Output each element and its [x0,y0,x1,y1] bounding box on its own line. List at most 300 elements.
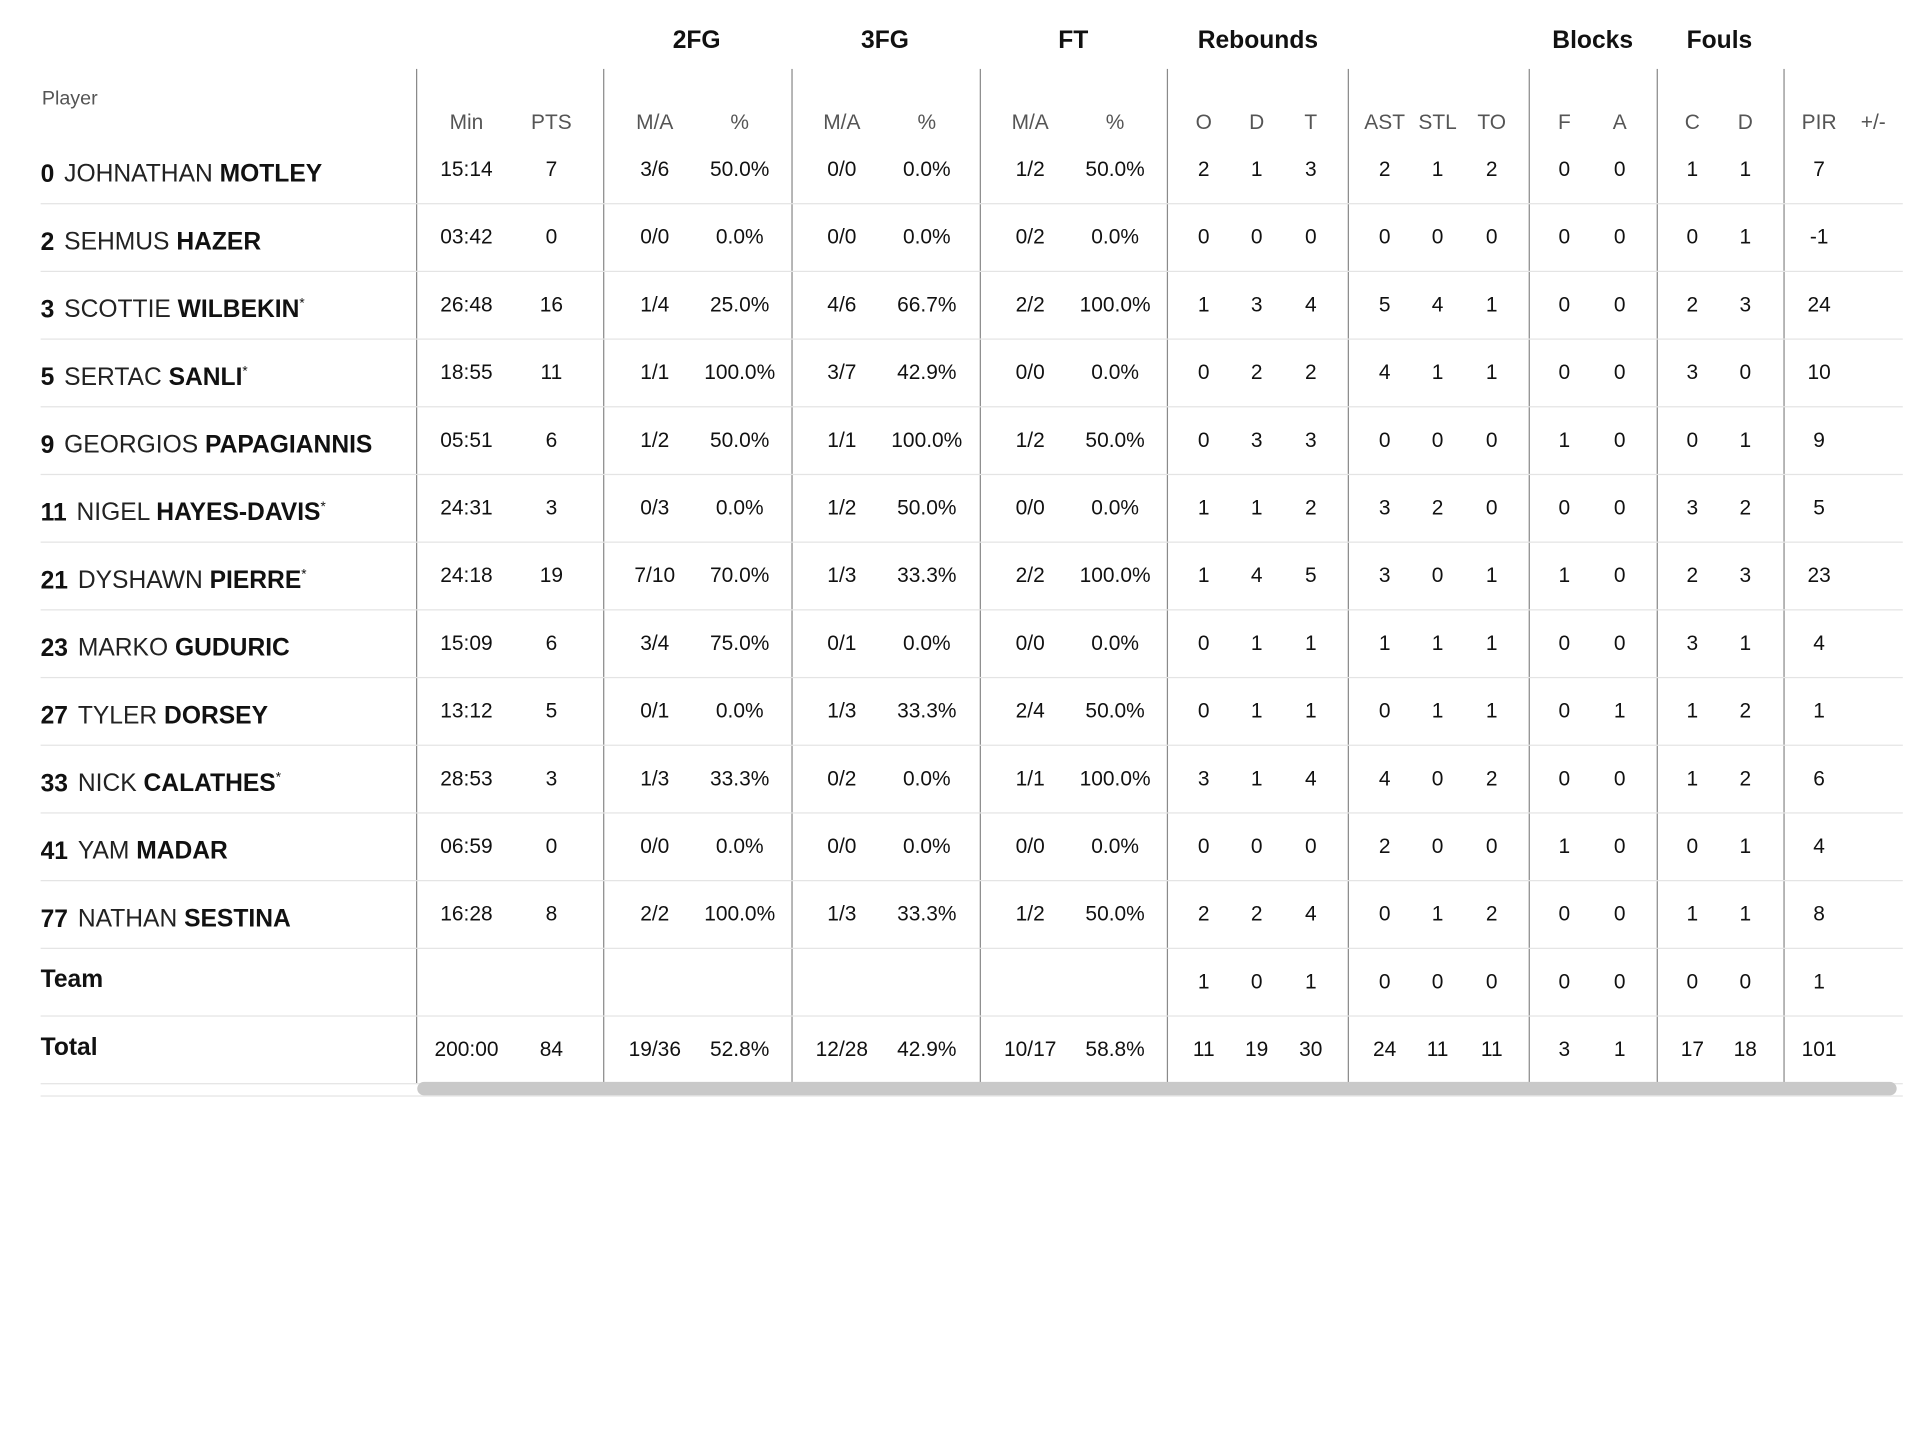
player-first-name: NIGEL [76,499,150,527]
stat-cell: 0 [1250,969,1263,994]
stat-cell: 2 [1250,360,1263,385]
stat-cell: 0/2 [1015,225,1045,249]
stat-cell: 0/1 [640,699,670,723]
player-last-name: GUDURIC [174,634,290,662]
stat-cell: 0 [545,225,558,249]
stat-cell [793,948,891,1016]
stat-cell: 50.0% [1085,902,1145,926]
stat-cell: 24:31 [440,496,493,520]
stat-cell: 33.3% [897,902,957,926]
stat-cell: 6 [1813,766,1825,791]
column-header[interactable]: Min [449,110,484,135]
table-row[interactable] [41,203,1903,272]
stat-cell: 4 [1304,902,1317,926]
stat-cell: 1 [1739,157,1752,181]
stat-cell: 3 [1197,766,1210,791]
stat-cell: 0/0 [1015,360,1045,385]
table-row[interactable] [41,880,1903,949]
stat-cell: 100.0% [704,360,776,385]
stat-cell: 0 [1613,766,1626,791]
stat-cell: 0 [1613,902,1626,926]
stat-cell: 0 [1686,428,1699,452]
player-last-name: WILBEKIN [177,296,300,324]
stat-cell: 16 [539,292,564,317]
stat-cell: 11 [1480,1037,1503,1061]
stat-cell: 3 [1304,428,1317,452]
stat-cell: 4 [1304,766,1317,791]
stat-cell: 0.0% [902,631,951,655]
stat-cell: 3 [545,766,558,791]
column-header[interactable]: D [1249,110,1265,135]
column-header[interactable]: O [1195,110,1212,135]
stat-cell: 1/1 [827,428,857,452]
column-header[interactable]: D [1737,110,1753,135]
player-last-name: MADAR [136,837,228,865]
stat-cell: 6 [545,428,558,452]
group-header-3fg: 3FG [861,27,909,55]
stat-cell: 2 [1739,766,1752,791]
stat-cell: 1 [1250,699,1263,723]
player-name[interactable] [41,271,305,339]
stat-cell: 0 [1378,225,1391,249]
stat-cell: 1/1 [640,360,670,385]
starter-marker: * [299,296,305,312]
stat-cell: 0/1 [827,631,857,655]
stat-cell: 0 [545,834,558,858]
stat-cell: 0.0% [902,157,951,181]
stat-cell: 1/1 [1015,766,1045,791]
column-header[interactable]: M/A [636,110,674,135]
player-first-name: GEORGIOS [64,431,199,459]
stat-cell: 0 [1431,225,1444,249]
stat-cell [606,948,704,1016]
stat-cell: 3 [1304,157,1317,181]
stat-cell: 1 [1431,631,1444,655]
column-header[interactable]: F [1557,110,1571,135]
player-first-name: SCOTTIE [64,296,171,324]
stat-cell: 1 [1739,428,1752,452]
stat-cell: 0 [1431,834,1444,858]
stat-cell: 0 [1558,157,1571,181]
stat-cell [981,948,1079,1016]
table-row[interactable] [41,812,1903,881]
stat-cell: 66.7% [897,292,957,317]
stat-cell: 1 [1558,428,1571,452]
stat-cell: 50.0% [897,496,957,520]
stat-cell: 0 [1485,969,1498,994]
stat-cell: 1 [1431,902,1444,926]
stat-cell: 0 [1197,631,1210,655]
table-bottom-divider [41,1095,1903,1096]
stat-cell: 0 [1197,699,1210,723]
stat-cell: 50.0% [1085,428,1145,452]
team-row [41,948,1903,1017]
stat-cell: 3 [1558,1037,1571,1061]
table-row[interactable] [41,542,1903,611]
stat-cell: 5 [1813,496,1825,520]
stat-cell: 1 [1485,631,1498,655]
table-row[interactable] [41,271,1903,340]
stat-cell: 2 [1378,834,1391,858]
stat-cell: 0 [1613,969,1626,994]
player-name[interactable] [41,542,307,610]
stat-cell: 4 [1431,292,1444,317]
column-header[interactable]: M/A [823,110,861,135]
stat-cell: 0 [1613,834,1626,858]
stat-cell: 06:59 [440,834,493,858]
player-column-header: Player [41,88,98,110]
stat-cell: 1/2 [827,496,857,520]
stat-cell: 24 [1807,292,1831,317]
stat-cell: 1 [1250,631,1263,655]
stat-cell: 1/3 [827,902,857,926]
stat-cell: 0 [1686,225,1699,249]
player-first-name: TYLER [77,702,158,730]
stat-cell: 70.0% [710,563,770,588]
stat-cell: 0 [1378,699,1391,723]
stat-cell: 58.8% [1085,1037,1145,1061]
stat-cell: 0/3 [640,496,670,520]
stat-cell [1824,203,1920,271]
stat-cell: 1 [1686,157,1699,181]
stat-cell: 0 [1558,292,1571,317]
player-first-name: JOHNATHAN [64,160,213,188]
stat-cell: 52.8% [710,1037,770,1061]
stat-cell: 0 [1197,360,1210,385]
player-number: 5 [40,363,55,391]
stat-cell: 25.0% [710,292,770,317]
player-name[interactable] [41,677,268,745]
stat-cell: 2 [1485,766,1498,791]
stat-cell: 0 [1431,969,1444,994]
player-last-name: PAPAGIANNIS [205,431,373,459]
table-row[interactable] [41,135,1903,204]
stat-cell: 1 [1613,699,1626,723]
table-row[interactable] [41,406,1903,475]
stat-cell: 11 [540,360,563,385]
stat-cell: 1 [1739,834,1752,858]
stat-cell: 0 [1431,428,1444,452]
stat-cell [1824,406,1920,474]
stat-cell: 0 [1686,834,1699,858]
stat-cell: 2 [1197,157,1210,181]
stat-cell: 1/2 [640,428,670,452]
stat-cell: 2/2 [1015,563,1045,588]
group-header-ft: FT [1058,27,1089,55]
stat-cell: 1/3 [827,563,857,588]
stat-cell: 3/7 [827,360,857,385]
stat-cell: 50.0% [710,157,770,181]
stat-cell: 2 [1304,360,1317,385]
stat-cell: 33.3% [897,563,957,588]
stat-cell: 0 [1485,225,1498,249]
stat-cell: 0 [1197,225,1210,249]
stat-cell: 1/2 [1015,902,1045,926]
stat-cell: 2/4 [1015,699,1045,723]
stat-cell: 3 [1378,496,1391,520]
stat-cell: 5 [1304,563,1317,588]
stat-cell [1824,135,1920,203]
stat-cell: 1 [1431,360,1444,385]
stat-cell: 75.0% [710,631,770,655]
stat-cell: 0/0 [827,157,857,181]
stat-cell: 0 [1378,428,1391,452]
stat-cell: 5 [1378,292,1391,317]
stat-cell: 3/4 [640,631,670,655]
player-name[interactable] [41,338,248,406]
player-last-name: SANLI [168,363,243,391]
stat-cell: 26:48 [440,292,493,317]
stat-cell: 1 [1686,902,1699,926]
stat-cell: 0 [1485,834,1498,858]
stat-cell: 1 [1739,631,1752,655]
stat-cell: 19/36 [628,1037,681,1061]
stat-cell: 28:53 [440,766,493,791]
stat-cell: 1 [1813,969,1825,994]
stat-cell: 1 [1739,902,1752,926]
stat-cell: 2 [1431,496,1444,520]
horizontal-scrollbar[interactable] [417,1082,1896,1096]
stat-cell: 3 [1686,496,1699,520]
stat-cell: 50.0% [1085,157,1145,181]
stat-cell [878,948,976,1016]
player-name[interactable] [41,135,323,203]
stat-cell: 0.0% [1091,631,1139,655]
stat-cell: 23 [1807,563,1831,588]
stat-cell: 0.0% [715,496,764,520]
stat-cell: 100.0% [1079,563,1151,588]
stat-cell: 1/4 [640,292,670,317]
stat-cell: 1 [1485,699,1498,723]
stat-cell: 33.3% [710,766,770,791]
column-header[interactable]: A [1612,110,1627,135]
column-header[interactable]: % [917,110,937,135]
stat-cell: 13:12 [440,699,493,723]
column-header[interactable]: +/- [1860,110,1886,135]
stat-cell: 1 [1250,766,1263,791]
stat-cell: 17 [1680,1037,1704,1061]
stat-cell: 1 [1485,292,1498,317]
stat-cell: 2 [1739,699,1752,723]
stat-cell: 2 [1378,157,1391,181]
stat-cell [417,948,515,1016]
stat-cell: 1 [1813,699,1825,723]
player-number: 21 [40,566,69,595]
total-row-label: Total [40,1033,98,1061]
stat-cell: 1 [1378,631,1391,655]
stat-cell: 1 [1197,292,1210,317]
column-header[interactable]: % [1105,110,1125,135]
stat-cell: 5 [545,699,558,723]
player-first-name: YAM [77,837,130,865]
stat-cell: -1 [1809,225,1829,249]
player-name[interactable] [41,812,228,880]
column-header[interactable]: AST [1364,110,1405,135]
stat-cell: 0/0 [1015,834,1045,858]
stat-cell: 1 [1250,157,1263,181]
stat-cell: 1 [1558,834,1571,858]
starter-marker: * [275,770,281,786]
stat-cell [1824,812,1920,880]
stat-cell: 0/0 [640,225,670,249]
stat-cell: 200:00 [434,1037,499,1061]
stat-cell: 1 [1686,699,1699,723]
stat-cell: 0 [1304,225,1317,249]
stat-cell: 4 [1250,563,1263,588]
stat-cell: 0 [1613,360,1626,385]
column-header[interactable]: T [1304,110,1318,135]
stat-cell: 3/6 [640,157,670,181]
stat-cell: 0 [1558,631,1571,655]
player-last-name: HAZER [176,228,262,256]
column-header[interactable]: STL [1418,110,1457,135]
column-header[interactable]: M/A [1011,110,1049,135]
column-header[interactable]: C [1684,110,1700,135]
stat-cell: 1 [1304,699,1317,723]
stat-cell [1824,1015,1920,1083]
column-header[interactable]: TO [1477,110,1507,135]
column-header[interactable]: % [730,110,750,135]
stat-cell [1824,542,1920,610]
stat-cell: 0 [1485,428,1498,452]
player-name[interactable] [41,203,262,271]
stat-cell: 1/3 [827,699,857,723]
stat-cell: 1/2 [1015,428,1045,452]
stat-cell: 2 [1686,563,1699,588]
stat-cell: 1 [1197,969,1210,994]
stat-cell: 11 [1426,1037,1449,1061]
starter-marker: * [320,499,326,515]
stat-cell: 30 [1299,1037,1323,1061]
stat-cell: 2 [1197,902,1210,926]
stat-cell: 4 [1304,292,1317,317]
stat-cell: 2 [1250,902,1263,926]
stat-cell: 2 [1686,292,1699,317]
player-name[interactable] [41,745,281,813]
stat-cell: 2 [1485,902,1498,926]
stat-cell: 1 [1197,563,1210,588]
player-number: 9 [40,431,55,459]
stat-cell: 0/0 [1015,496,1045,520]
stat-cell: 24 [1372,1037,1397,1061]
stat-cell: 0 [1739,969,1752,994]
stat-cell: 0 [1558,225,1571,249]
stat-cell: 1/3 [640,766,670,791]
stat-cell: 0.0% [902,834,951,858]
stat-cell: 3 [1250,428,1263,452]
stat-cell: 15:09 [440,631,493,655]
stat-cell: 3 [1250,292,1263,317]
stat-cell: 0/2 [827,766,857,791]
stat-cell: 0 [1558,496,1571,520]
stat-cell: 7 [1813,157,1825,181]
column-group-headers [0,27,1920,64]
stat-cell: 4 [1378,766,1391,791]
player-first-name: NICK [77,770,137,798]
player-number: 27 [40,702,69,730]
stat-cell: 0 [1739,360,1752,385]
stat-cell: 1 [1558,563,1571,588]
player-number: 2 [40,228,55,256]
stat-cell: 0 [1558,360,1571,385]
player-last-name: DORSEY [164,702,269,730]
player-last-name: SESTINA [184,905,291,933]
table-row[interactable] [41,474,1903,543]
stat-cell [1824,271,1920,339]
stat-cell: 0 [1613,292,1626,317]
player-name[interactable] [41,609,290,677]
column-header[interactable]: PIR [1801,110,1837,135]
starter-marker: * [242,364,248,380]
player-number: 11 [40,499,67,527]
stat-cell: 0.0% [902,766,951,791]
stat-cell: 3 [1686,360,1699,385]
stat-cell: 0 [1558,699,1571,723]
stat-cell: 24:18 [440,563,493,588]
column-header[interactable]: PTS [531,110,572,135]
player-name[interactable] [41,474,326,542]
player-first-name: SEHMUS [64,228,170,256]
stat-cell: 0.0% [715,834,764,858]
stat-cell: 0 [1431,563,1444,588]
player-last-name: HAYES-DAVIS [156,499,321,527]
stat-cell [1824,880,1920,948]
stat-cell: 1/2 [1015,157,1045,181]
stat-cell: 42.9% [897,360,957,385]
table-row[interactable] [41,677,1903,746]
stat-cell: 50.0% [710,428,770,452]
stat-cell: 03:42 [440,225,493,249]
stat-cell: 100.0% [891,428,963,452]
stat-cell: 1 [1739,225,1752,249]
table-row[interactable] [41,609,1903,678]
stat-cell: 18 [1733,1037,1757,1061]
group-header-fouls: Fouls [1686,27,1753,55]
stat-cell [1824,677,1920,745]
stat-cell: 0.0% [1091,834,1139,858]
table-row[interactable] [41,745,1903,814]
player-name[interactable] [41,880,291,948]
stat-cell: 2/2 [640,902,670,926]
group-header-blocks: Blocks [1552,27,1634,55]
stat-cell: 100.0% [1079,292,1151,317]
stat-cell: 8 [545,902,558,926]
player-number: 3 [40,296,55,324]
stat-cell: 18:55 [440,360,493,385]
stat-cell: 1 [1485,360,1498,385]
stat-cell [1824,948,1920,1016]
stat-cell: 10 [1807,360,1831,385]
player-name[interactable] [41,406,373,474]
table-row[interactable] [41,338,1903,407]
stat-cell [1824,474,1920,542]
stat-cell: 84 [539,1037,564,1061]
stat-cell: 1 [1197,496,1210,520]
stat-cell: 0 [1558,969,1571,994]
stat-cell: 0 [1613,563,1626,588]
team-row-label: Team [40,966,104,994]
stat-cell: 4 [1813,834,1825,858]
stat-cell: 0.0% [1091,360,1139,385]
player-first-name: NATHAN [77,905,178,933]
player-number: 33 [40,770,69,798]
stat-cell: 0/0 [1015,631,1045,655]
player-last-name: CALATHES [143,770,276,798]
stat-cell: 0/0 [827,225,857,249]
stat-cell: 0 [1558,902,1571,926]
stat-cell: 0.0% [715,225,764,249]
stat-cell: 101 [1801,1037,1837,1061]
